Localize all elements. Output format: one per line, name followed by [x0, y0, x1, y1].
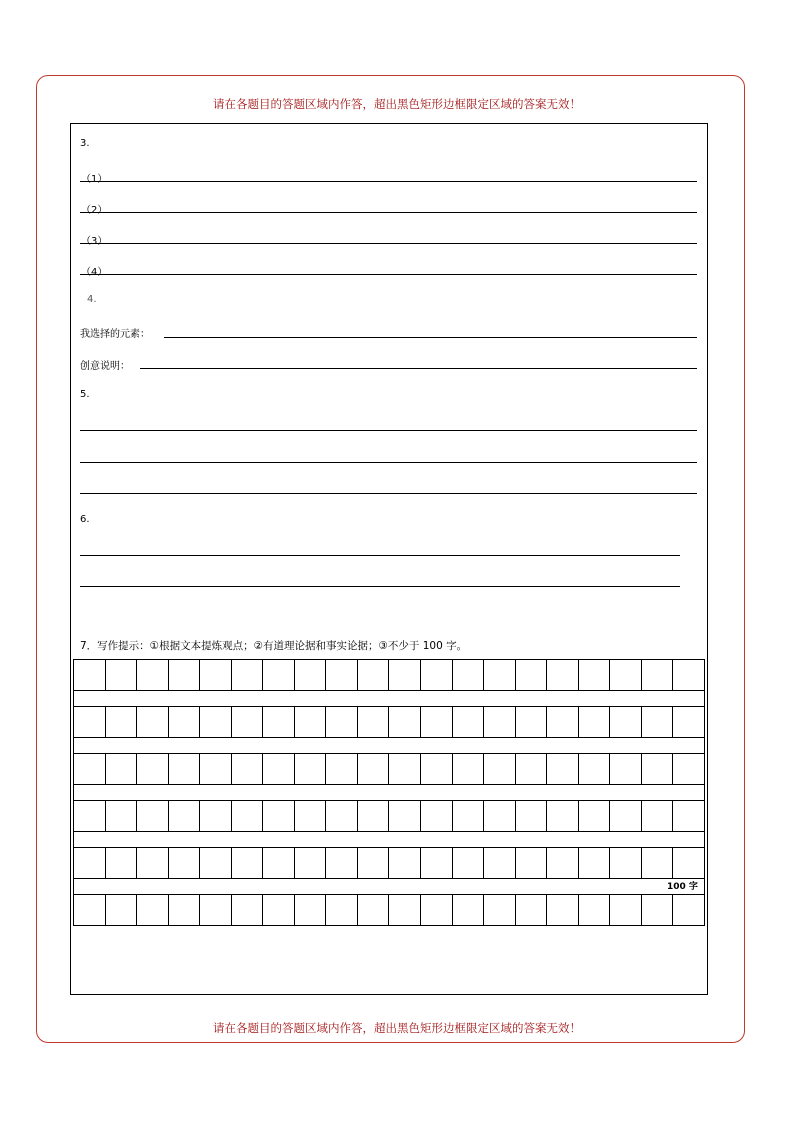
writing-grid-cell[interactable]	[326, 707, 358, 737]
writing-grid-cell[interactable]	[673, 801, 704, 831]
writing-grid-cell[interactable]	[610, 895, 642, 925]
writing-grid-cell[interactable]	[232, 754, 264, 784]
writing-grid-cell[interactable]	[389, 660, 421, 690]
writing-grid-cell[interactable]	[642, 848, 674, 878]
writing-grid-cell[interactable]	[137, 848, 169, 878]
q3-answer-line-2[interactable]	[80, 212, 697, 213]
writing-grid-cell[interactable]	[453, 895, 485, 925]
q3-answer-line-4[interactable]	[80, 274, 697, 275]
writing-grid-cell[interactable]	[421, 895, 453, 925]
writing-grid-cell[interactable]	[200, 895, 232, 925]
writing-grid-cell[interactable]	[106, 754, 138, 784]
writing-grid-cell[interactable]	[673, 848, 704, 878]
writing-grid-cell[interactable]	[106, 895, 138, 925]
writing-grid-cell[interactable]	[642, 660, 674, 690]
writing-grid-gap	[73, 879, 705, 894]
writing-grid-cell[interactable]	[326, 754, 358, 784]
writing-grid-cell[interactable]	[106, 848, 138, 878]
writing-grid-cell[interactable]	[326, 895, 358, 925]
writing-grid-cell[interactable]	[516, 848, 548, 878]
writing-grid-cell[interactable]	[673, 754, 704, 784]
writing-grid-cell[interactable]	[547, 848, 579, 878]
writing-grid-cell[interactable]	[610, 754, 642, 784]
writing-grid-cell[interactable]	[642, 801, 674, 831]
writing-grid-cell[interactable]	[200, 801, 232, 831]
writing-grid-cell[interactable]	[421, 801, 453, 831]
writing-grid-cell[interactable]	[169, 707, 201, 737]
writing-grid-cell[interactable]	[547, 754, 579, 784]
writing-grid-cell[interactable]	[484, 801, 516, 831]
writing-grid-cell[interactable]	[106, 660, 138, 690]
writing-grid-cell[interactable]	[137, 660, 169, 690]
writing-grid-cell[interactable]	[137, 707, 169, 737]
q4-element-line[interactable]	[164, 337, 697, 338]
writing-grid-gap	[73, 738, 705, 753]
writing-grid-cell[interactable]	[232, 848, 264, 878]
writing-grid-cell[interactable]	[389, 848, 421, 878]
writing-grid-cell[interactable]	[389, 801, 421, 831]
writing-grid-cell[interactable]	[106, 707, 138, 737]
writing-grid-cell[interactable]	[74, 754, 106, 784]
q4-number: 4.	[87, 294, 97, 305]
writing-grid-cell[interactable]	[421, 754, 453, 784]
q3-sub-3-label: （3）	[81, 236, 108, 247]
writing-grid-cell[interactable]	[579, 848, 611, 878]
writing-grid-cell[interactable]	[547, 801, 579, 831]
writing-grid-cell[interactable]	[232, 895, 264, 925]
writing-grid-row[interactable]	[73, 847, 705, 879]
writing-grid-cell[interactable]	[516, 801, 548, 831]
writing-grid-cell[interactable]	[453, 754, 485, 784]
q3-sub-1-label: （1）	[81, 174, 108, 185]
writing-grid-cell[interactable]	[453, 848, 485, 878]
writing-grid-row[interactable]	[73, 894, 705, 926]
writing-grid-cell[interactable]	[547, 895, 579, 925]
q5-answer-line-1[interactable]	[80, 430, 697, 431]
writing-grid-cell[interactable]	[610, 801, 642, 831]
writing-grid-cell[interactable]	[232, 801, 264, 831]
writing-grid-cell[interactable]	[516, 754, 548, 784]
writing-grid-cell[interactable]	[74, 895, 106, 925]
writing-grid-cell[interactable]	[263, 754, 295, 784]
writing-grid-cell[interactable]	[389, 754, 421, 784]
q5-number: 5.	[80, 389, 90, 400]
writing-grid-cell[interactable]	[673, 895, 704, 925]
writing-grid-cell[interactable]	[358, 895, 390, 925]
warning-bottom: 请在各题目的答题区域内作答，超出黑色矩形边框限定区域的答案无效！	[213, 1021, 581, 1035]
writing-grid-cell[interactable]	[169, 848, 201, 878]
writing-grid-cell[interactable]	[642, 707, 674, 737]
writing-grid-cell[interactable]	[326, 801, 358, 831]
writing-grid-cell[interactable]	[263, 895, 295, 925]
writing-grid-cell[interactable]	[673, 660, 704, 690]
q6-number: 6.	[80, 514, 90, 525]
q3-sub-4-label: （4）	[81, 267, 108, 278]
writing-grid-cell[interactable]	[642, 754, 674, 784]
writing-grid-cell[interactable]	[326, 848, 358, 878]
writing-grid-cell[interactable]	[169, 660, 201, 690]
writing-grid-row[interactable]	[73, 753, 705, 785]
q5-answer-line-3[interactable]	[80, 493, 697, 494]
writing-grid-cell[interactable]	[610, 660, 642, 690]
writing-grid-cell[interactable]	[295, 660, 327, 690]
writing-grid-cell[interactable]	[232, 707, 264, 737]
writing-grid-cell[interactable]	[263, 801, 295, 831]
writing-grid-row[interactable]	[73, 800, 705, 832]
writing-grid-cell[interactable]	[295, 848, 327, 878]
writing-grid-cell[interactable]	[295, 707, 327, 737]
writing-grid-cell[interactable]	[106, 801, 138, 831]
writing-grid-cell[interactable]	[295, 754, 327, 784]
writing-grid-row[interactable]	[73, 659, 705, 691]
writing-grid-cell[interactable]	[579, 660, 611, 690]
writing-grid-cell[interactable]	[453, 801, 485, 831]
writing-grid-cell[interactable]	[263, 660, 295, 690]
writing-grid-cell[interactable]	[137, 754, 169, 784]
writing-grid-gap	[73, 785, 705, 800]
writing-grid-cell[interactable]	[484, 660, 516, 690]
writing-grid-cell[interactable]	[326, 660, 358, 690]
writing-grid-cell[interactable]	[484, 707, 516, 737]
writing-grid-cell[interactable]	[137, 801, 169, 831]
writing-grid-cell[interactable]	[200, 848, 232, 878]
writing-grid-cell[interactable]	[74, 707, 106, 737]
q5-answer-line-2[interactable]	[80, 462, 697, 463]
writing-grid-cell[interactable]	[295, 895, 327, 925]
warning-top: 请在各题目的答题区域内作答，超出黑色矩形边框限定区域的答案无效！	[213, 97, 581, 111]
writing-grid-cell[interactable]	[610, 848, 642, 878]
writing-grid-cell[interactable]	[74, 848, 106, 878]
q6-answer-line-1[interactable]	[80, 555, 680, 556]
writing-grid-cell[interactable]	[169, 801, 201, 831]
writing-grid-cell[interactable]	[263, 707, 295, 737]
writing-grid-row[interactable]	[73, 706, 705, 738]
writing-grid-cell[interactable]	[232, 660, 264, 690]
writing-grid-gap	[73, 832, 705, 847]
writing-grid-cell[interactable]	[200, 754, 232, 784]
writing-grid-cell[interactable]	[516, 707, 548, 737]
writing-grid-cell[interactable]	[263, 848, 295, 878]
writing-grid-cell[interactable]	[516, 895, 548, 925]
writing-grid-cell[interactable]	[137, 895, 169, 925]
writing-grid-cell[interactable]	[421, 707, 453, 737]
writing-grid-cell[interactable]	[453, 660, 485, 690]
q4-element-label: 我选择的元素：	[80, 329, 150, 340]
writing-grid-cell[interactable]	[74, 801, 106, 831]
writing-grid-cell[interactable]	[200, 707, 232, 737]
writing-grid-cell[interactable]	[579, 754, 611, 784]
writing-grid-cell[interactable]	[579, 895, 611, 925]
writing-grid-cell[interactable]	[579, 801, 611, 831]
writing-grid-cell[interactable]	[358, 801, 390, 831]
writing-grid-cell[interactable]	[169, 754, 201, 784]
writing-grid-cell[interactable]	[547, 660, 579, 690]
writing-grid-gap	[73, 691, 705, 706]
q4-idea-label: 创意说明：	[80, 361, 130, 372]
q4-idea-line[interactable]	[140, 368, 697, 369]
writing-grid-cell[interactable]	[484, 895, 516, 925]
writing-grid-cell[interactable]	[358, 848, 390, 878]
writing-grid-cell[interactable]	[484, 754, 516, 784]
writing-grid-cell[interactable]	[200, 660, 232, 690]
q3-answer-line-3[interactable]	[80, 243, 697, 244]
q7-prompt: 7．写作提示：①根据文本提炼观点；②有道理论据和事实论据；③不少于 100 字。	[80, 640, 468, 652]
writing-grid-cell[interactable]	[610, 707, 642, 737]
writing-grid-cell[interactable]	[295, 801, 327, 831]
writing-grid-cell[interactable]	[642, 895, 674, 925]
writing-grid-cell[interactable]	[389, 895, 421, 925]
q3-answer-line-1[interactable]	[80, 181, 697, 182]
writing-grid-cell[interactable]	[74, 660, 106, 690]
word-count-marker: 100 字	[667, 882, 698, 892]
writing-grid-cell[interactable]	[547, 707, 579, 737]
q3-number: 3.	[80, 138, 90, 149]
writing-grid-cell[interactable]	[484, 848, 516, 878]
q6-answer-line-2[interactable]	[80, 586, 680, 587]
writing-grid-cell[interactable]	[169, 895, 201, 925]
writing-grid-cell[interactable]	[389, 707, 421, 737]
writing-grid-cell[interactable]	[421, 660, 453, 690]
writing-grid-cell[interactable]	[516, 660, 548, 690]
writing-grid-cell[interactable]	[453, 707, 485, 737]
writing-grid-cell[interactable]	[579, 707, 611, 737]
writing-grid-cell[interactable]	[673, 707, 704, 737]
writing-grid-cell[interactable]	[358, 660, 390, 690]
writing-grid-cell[interactable]	[421, 848, 453, 878]
writing-grid-cell[interactable]	[358, 707, 390, 737]
writing-grid-cell[interactable]	[358, 754, 390, 784]
q3-sub-2-label: （2）	[81, 205, 108, 216]
